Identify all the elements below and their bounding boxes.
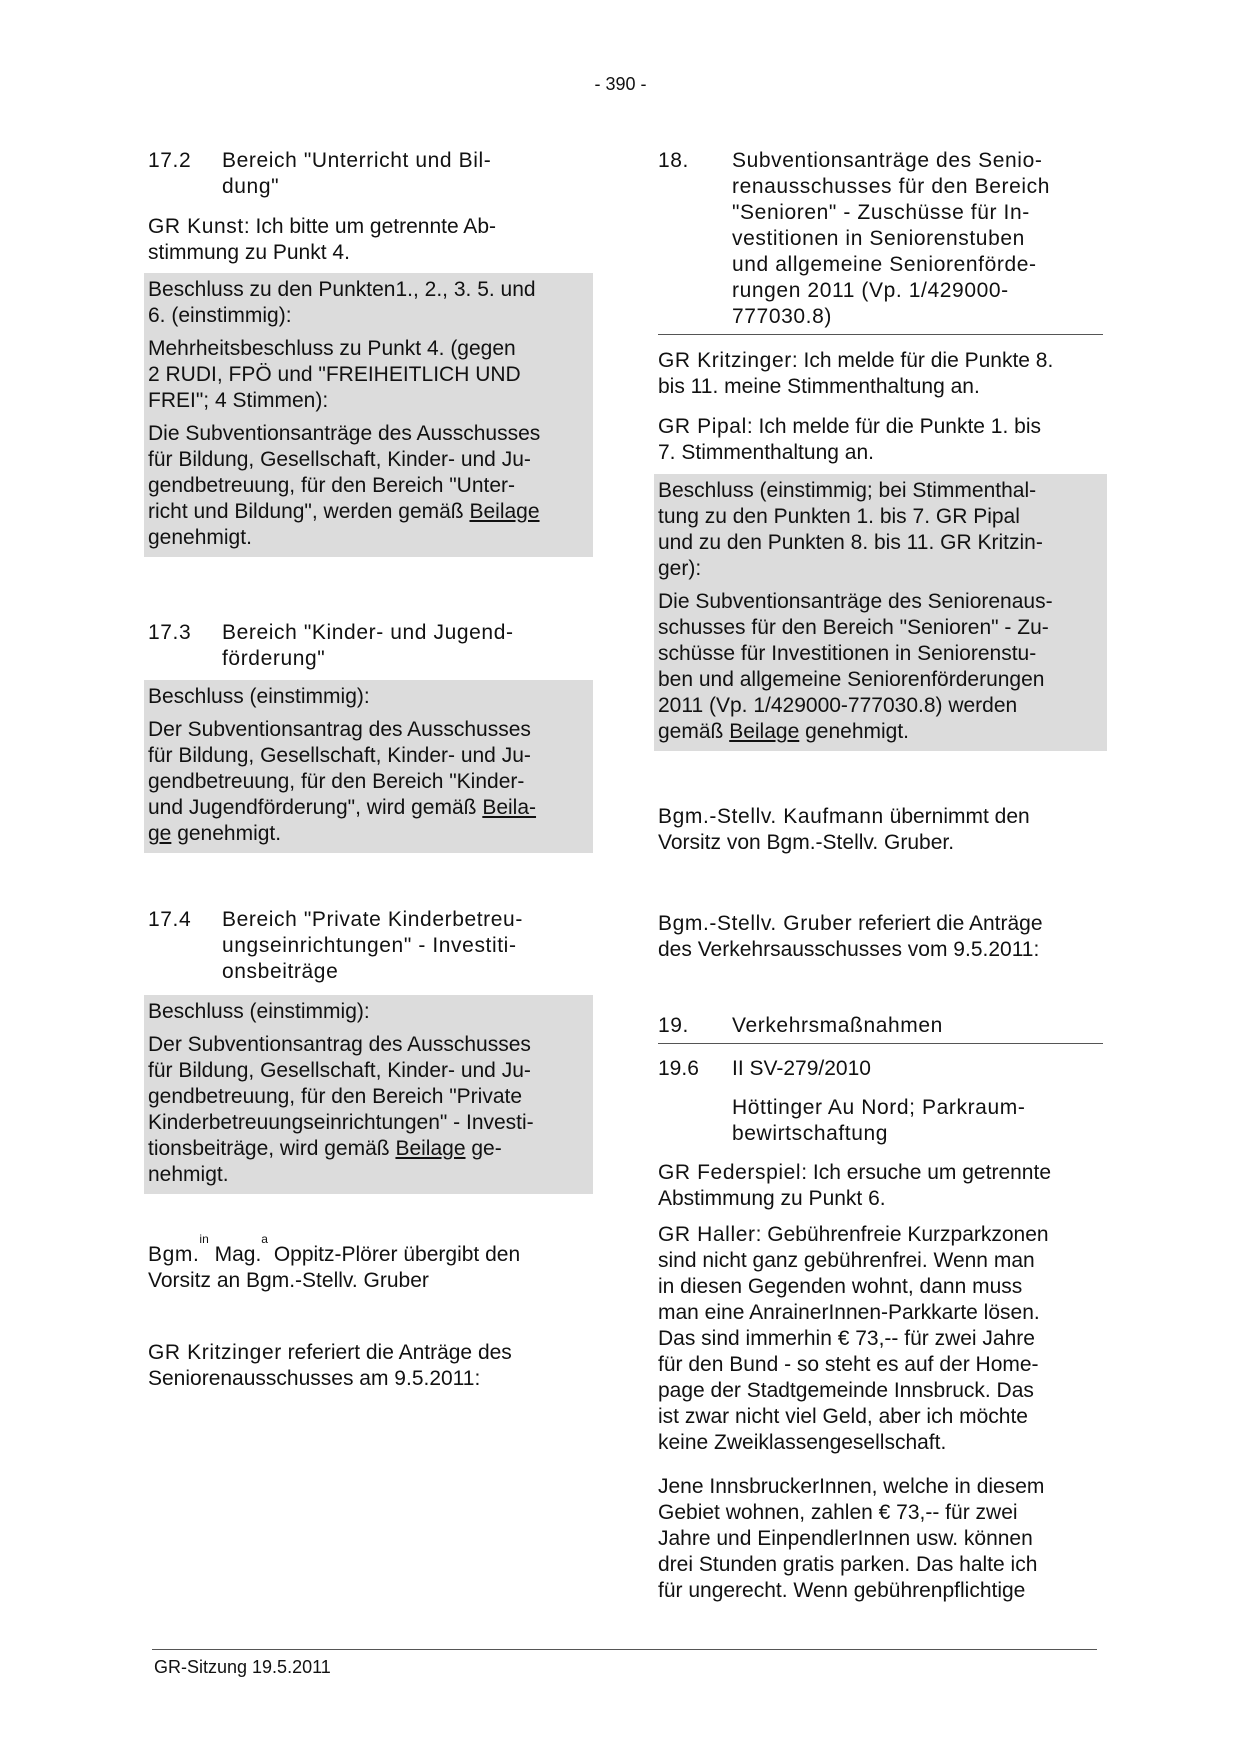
- section-title-line: rungen 2011 (Vp. 1/429000-: [732, 279, 1009, 302]
- section-title-line: Bereich "Kinder- und Jugend-: [222, 621, 514, 644]
- section-number: 17.3: [148, 621, 192, 644]
- text-line: Gebiet wohnen, zahlen € 73,-- für zwei: [658, 1501, 1018, 1524]
- text-line: für den Bund - so steht es auf der Home-: [658, 1353, 1039, 1376]
- text-line: page der Stadtgemeinde Innsbruck. Das: [658, 1379, 1034, 1402]
- text-line: keine Zweiklassengesellschaft.: [658, 1431, 947, 1454]
- resolution-line: und zu den Punkten 8. bis 11. GR Kritzin-: [658, 531, 1043, 554]
- resolution-line: Beschluss (einstimmig; bei Stimmenthal-: [658, 479, 1037, 502]
- resolution-line: gendbetreuung, für den Bereich "Private: [148, 1085, 523, 1108]
- pipal-statement: [658, 414, 1103, 466]
- resolution-line: 2011 (Vp. 1/429000-777030.8) werden: [658, 694, 1018, 717]
- section-title-line: Subventionsanträge des Senio-: [732, 149, 1043, 172]
- section-title-line: bewirtschaftung: [732, 1122, 889, 1145]
- vorsitz-handover: [148, 1232, 589, 1294]
- text-fragment: Mag.: [208, 1243, 262, 1266]
- haller-statement: [658, 1222, 1103, 1456]
- resolution-line: ger):: [658, 557, 702, 580]
- beilage-link[interactable]: Beilage: [395, 1137, 466, 1160]
- section-number: 18.: [658, 149, 689, 172]
- resolution-box-17-3: [144, 680, 593, 853]
- resolution-line: Mehrheitsbeschluss zu Punkt 4. (gegen: [148, 337, 516, 360]
- resolution-line: für Bildung, Gesellschaft, Kinder- und Ju-: [148, 1059, 531, 1082]
- text-line: ist zwar nicht viel Geld, aber ich möchte: [658, 1405, 1028, 1428]
- section-title-line: Höttinger Au Nord; Parkraum-: [732, 1096, 1026, 1119]
- resolution-box-17-2: [144, 273, 593, 557]
- superscript: in: [199, 1232, 209, 1246]
- resolution-line: 6. (einstimmig):: [148, 304, 292, 327]
- text-line: Jene InnsbruckerInnen, welche in diesem: [658, 1475, 1045, 1498]
- jene-statement: [658, 1474, 1103, 1604]
- kaufmann-takes-chair: [658, 804, 1103, 856]
- text-line: drei Stunden gratis parken. Das halte ich: [658, 1553, 1038, 1576]
- resolution-line: für Bildung, Gesellschaft, Kinder- und Ju-: [148, 448, 531, 471]
- superscript: a: [261, 1232, 268, 1246]
- resolution-line: Die Subventionsanträge des Ausschusses: [148, 422, 541, 445]
- text-line: für ungerecht. Wenn gebührenpflichtige: [658, 1579, 1026, 1602]
- gr-kunst-statement: GR Kunst: Ich bitte um getrennte Ab- stimmung zu Punkt 4.: [148, 214, 589, 266]
- speaker-name: GR Kritzinger: [148, 1341, 282, 1364]
- resolution-line: Beschluss zu den Punkten1., 2., 3. 5. und: [148, 278, 536, 301]
- beilage-link[interactable]: Beila-: [482, 796, 537, 819]
- text-fragment: : Ich melde für die Punkte 1. bis: [746, 415, 1041, 438]
- section-title-line: Bereich "Private Kinderbetreu-: [222, 908, 523, 931]
- section-19-6: [658, 1056, 1103, 1147]
- text-line: stimmung zu Punkt 4.: [148, 241, 350, 264]
- section-title-line: ungseinrichtungen" - Investiti-: [222, 934, 517, 957]
- section-title-line: Verkehrsmaßnahmen: [732, 1014, 943, 1037]
- speaker-name: GR Federspiel: [658, 1161, 802, 1184]
- beilage-link[interactable]: ge: [148, 822, 172, 845]
- resolution-line: tung zu den Punkten 1. bis 7. GR Pipal: [658, 505, 1020, 528]
- section-17-3-heading: [148, 620, 589, 672]
- section-number: 17.4: [148, 908, 192, 931]
- resolution-line: genehmigt.: [799, 720, 910, 743]
- text-fragment: Oppitz-Plörer übergibt den: [267, 1243, 521, 1266]
- speaker-name: Bgm.-Stellv. Kaufmann: [658, 805, 884, 828]
- text-fragment: : Ich melde für die Punkte 8.: [791, 349, 1054, 372]
- resolution-line: für Bildung, Gesellschaft, Kinder- und Ju-: [148, 744, 531, 767]
- speaker-name: GR Haller: [658, 1223, 756, 1246]
- kritzinger-statement: [658, 348, 1103, 400]
- gruber-report: [658, 911, 1103, 963]
- section-number: 19.6: [658, 1057, 699, 1080]
- text-line: Vorsitz an Bgm.-Stellv. Gruber: [148, 1269, 429, 1292]
- section-title-line: onsbeiträge: [222, 960, 339, 983]
- beilage-link[interactable]: Beilage: [729, 720, 800, 743]
- speaker-name: Bgm.-Stellv. Gruber: [658, 912, 853, 935]
- resolution-line: ben und allgemeine Seniorenförderungen: [658, 668, 1045, 691]
- speaker-name: GR Kunst: [148, 215, 244, 238]
- section-number: 17.2: [148, 149, 192, 172]
- text-line: sind nicht ganz gebührenfrei. Wenn man: [658, 1249, 1035, 1272]
- resolution-line: genehmigt.: [171, 822, 282, 845]
- kritzinger-report: [148, 1340, 589, 1392]
- text-fragment: : Gebührenfreie Kurzparkzonen: [755, 1223, 1049, 1246]
- resolution-line: Die Subventionsanträge des Seniorenaus-: [658, 590, 1053, 613]
- text-line: 7. Stimmenthaltung an.: [658, 441, 874, 464]
- resolution-line: gendbetreuung, für den Bereich "Kinder-: [148, 770, 525, 793]
- resolution-line: schüsse für Investitionen in Seniorenstu-: [658, 642, 1037, 665]
- text-line: Jahre und EinpendlerInnen usw. können: [658, 1527, 1033, 1550]
- page-number: - 390 -: [594, 74, 647, 94]
- text-line: Vorsitz von Bgm.-Stellv. Gruber.: [658, 831, 955, 854]
- text-fragment: übernimmt den: [883, 805, 1030, 828]
- section-18-heading: [658, 148, 1103, 335]
- resolution-line: Der Subventionsantrag des Ausschusses: [148, 1033, 531, 1056]
- speaker-name: Bgm.: [148, 1243, 200, 1266]
- text-fragment: : Ich ersuche um getrennte: [801, 1161, 1051, 1184]
- section-title-line: "Senioren" - Zuschüsse für In-: [732, 201, 1030, 224]
- footer-session-date: GR-Sitzung 19.5.2011: [154, 1657, 331, 1677]
- resolution-line: ge-: [465, 1137, 502, 1160]
- footer-divider: [152, 1649, 1097, 1650]
- resolution-line: 2 RUDI, FPÖ und "FREIHEITLICH UND: [148, 363, 521, 386]
- section-title-line: vestitionen in Seniorenstuben: [732, 227, 1025, 250]
- text-line: Seniorenausschusses am 9.5.2011:: [148, 1367, 481, 1390]
- section-title-line: dung": [222, 175, 280, 198]
- speaker-name: GR Pipal: [658, 415, 747, 438]
- resolution-line: und Jugendförderung", wird gemäß: [148, 796, 483, 819]
- resolution-line: tionsbeiträge, wird gemäß: [148, 1137, 396, 1160]
- text-line: des Verkehrsausschusses vom 9.5.2011:: [658, 938, 1040, 961]
- section-17-4-heading: [148, 907, 589, 985]
- section-19-heading: [658, 1013, 1103, 1044]
- beilage-link[interactable]: Beilage: [469, 500, 540, 523]
- section-17-2-heading: [148, 148, 589, 200]
- section-number: 19.: [658, 1014, 689, 1037]
- text-fragment: referiert die Anträge: [852, 912, 1043, 935]
- resolution-line: genehmigt.: [148, 526, 252, 549]
- section-title-line: förderung": [222, 647, 326, 670]
- text-line: Abstimmung zu Punkt 6.: [658, 1187, 886, 1210]
- resolution-line: nehmigt.: [148, 1163, 229, 1186]
- text-line: in diesen Gegenden wohnt, dann muss: [658, 1275, 1023, 1298]
- resolution-line: Der Subventionsantrag des Ausschusses: [148, 718, 531, 741]
- speaker-name: GR Kritzinger: [658, 349, 792, 372]
- section-title-line: und allgemeine Seniorenförde-: [732, 253, 1037, 276]
- resolution-line: gendbetreuung, für den Bereich "Unter-: [148, 474, 516, 497]
- resolution-box-17-4: [144, 995, 593, 1194]
- section-title-line: Bereich "Unterricht und Bil-: [222, 149, 492, 172]
- federspiel-statement: [658, 1160, 1103, 1212]
- resolution-box-18: [654, 474, 1107, 751]
- resolution-line: Kinderbetreuungseinrichtungen" - Investi-: [148, 1111, 534, 1134]
- resolution-line: FREI"; 4 Stimmen):: [148, 389, 329, 412]
- resolution-line: Beschluss (einstimmig):: [148, 685, 370, 708]
- section-title-line: 777030.8): [732, 305, 832, 328]
- resolution-line: richt und Bildung", werden gemäß: [148, 500, 470, 523]
- section-title-line: II SV-279/2010: [732, 1057, 871, 1080]
- text-line: bis 11. meine Stimmenthaltung an.: [658, 375, 980, 398]
- resolution-line: schusses für den Bereich "Senioren" - Zu-: [658, 616, 1049, 639]
- section-title-line: renausschusses für den Bereich: [732, 175, 1050, 198]
- resolution-line: gemäß: [658, 720, 730, 743]
- resolution-line: Beschluss (einstimmig):: [148, 1000, 370, 1023]
- text-line: man eine AnrainerInnen-Parkkarte lösen.: [658, 1301, 1040, 1324]
- text-line: Das sind immerhin € 73,-- für zwei Jahre: [658, 1327, 1035, 1350]
- text-fragment: referiert die Anträge des: [281, 1341, 512, 1364]
